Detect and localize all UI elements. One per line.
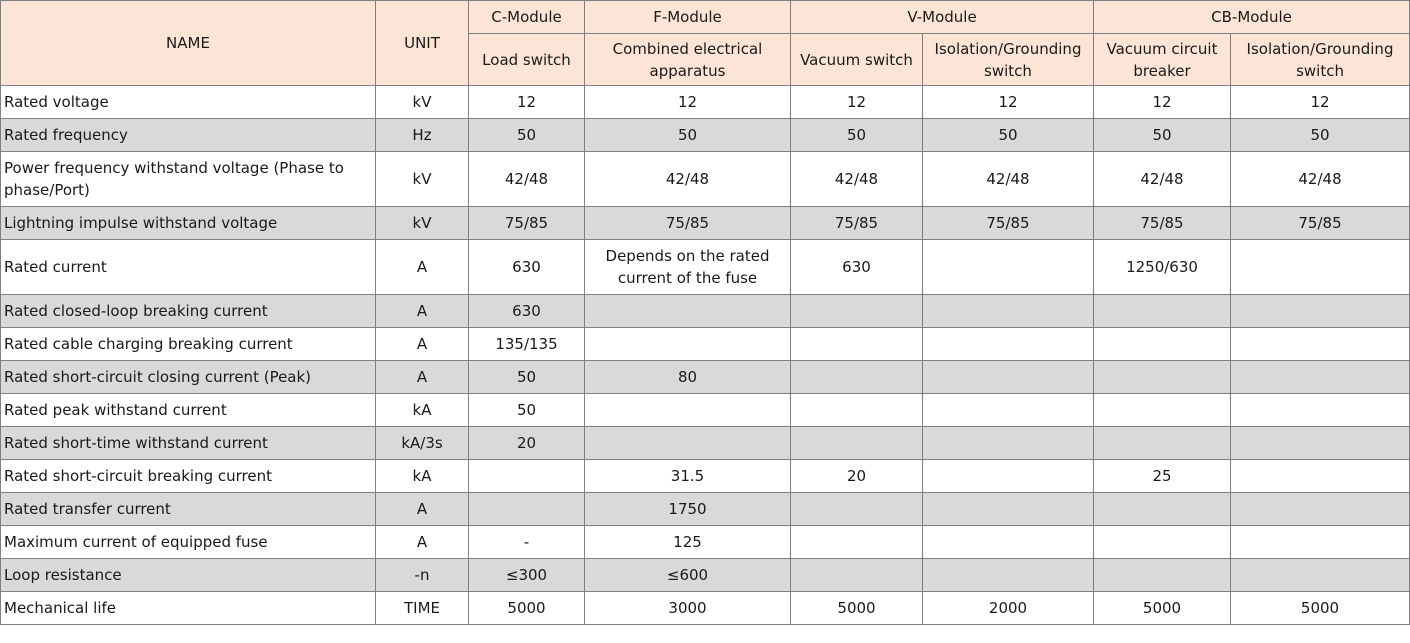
row-value: 12 (469, 86, 585, 119)
row-unit: A (376, 240, 469, 295)
row-value (791, 328, 923, 361)
table-row (1, 460, 1410, 493)
row-value: 75/85 (585, 207, 791, 240)
row-value (791, 427, 923, 460)
row-value: 630 (469, 295, 585, 328)
row-name: Mechanical life (1, 592, 376, 625)
row-value: 5000 (1094, 592, 1231, 625)
row-value (791, 559, 923, 592)
row-value: Depends on the rated current of the fuse (585, 240, 791, 295)
row-value: 42/48 (1094, 152, 1231, 207)
row-unit: Hz (376, 119, 469, 152)
table-row (1, 295, 1410, 328)
row-value: 50 (923, 119, 1094, 152)
row-value: ≤600 (585, 559, 791, 592)
row-value: 5000 (1231, 592, 1410, 625)
row-value: 50 (585, 119, 791, 152)
row-value: 42/48 (923, 152, 1094, 207)
table-row (1, 119, 1410, 152)
row-value: ≤300 (469, 559, 585, 592)
row-value: 630 (469, 240, 585, 295)
row-value (585, 295, 791, 328)
row-value (1231, 559, 1410, 592)
row-value: 25 (1094, 460, 1231, 493)
row-name: Lightning impulse withstand voltage (1, 207, 376, 240)
row-value: 630 (791, 240, 923, 295)
row-value: 12 (1231, 86, 1410, 119)
subheader-vacuum-breaker: Vacuum circuit breaker (1094, 34, 1231, 86)
row-name: Maximum current of equipped fuse (1, 526, 376, 559)
header-module-c: C-Module (469, 1, 585, 34)
row-value (585, 394, 791, 427)
subheader-combined-apparatus: Combined electrical apparatus (585, 34, 791, 86)
row-value: 75/85 (469, 207, 585, 240)
row-value (791, 394, 923, 427)
row-name: Rated frequency (1, 119, 376, 152)
row-value (791, 493, 923, 526)
subheader-vacuum-switch: Vacuum switch (791, 34, 923, 86)
row-value: - (469, 526, 585, 559)
header-module-v: V-Module (791, 1, 1094, 34)
row-value (923, 559, 1094, 592)
row-value (1231, 394, 1410, 427)
row-value (923, 328, 1094, 361)
table-row (1, 361, 1410, 394)
row-value (1094, 559, 1231, 592)
row-value: 5000 (469, 592, 585, 625)
row-value: 75/85 (791, 207, 923, 240)
row-value (1094, 493, 1231, 526)
row-unit: kV (376, 207, 469, 240)
row-value (1094, 295, 1231, 328)
row-unit: A (376, 328, 469, 361)
row-value (469, 493, 585, 526)
row-value: 75/85 (923, 207, 1094, 240)
row-value: 5000 (791, 592, 923, 625)
row-value (923, 240, 1094, 295)
subheader-isolation-switch-v: Isolation/Grounding switch (923, 34, 1094, 86)
row-value: 80 (585, 361, 791, 394)
subheader-load-switch: Load switch (469, 34, 585, 86)
row-value (791, 361, 923, 394)
row-value: 12 (1094, 86, 1231, 119)
row-value (1231, 460, 1410, 493)
row-value: 12 (791, 86, 923, 119)
row-unit: kA (376, 394, 469, 427)
row-unit: TIME (376, 592, 469, 625)
row-value (1094, 361, 1231, 394)
row-name: Rated short-circuit breaking current (1, 460, 376, 493)
row-unit: A (376, 493, 469, 526)
row-value: 42/48 (1231, 152, 1410, 207)
table-row (1, 394, 1410, 427)
row-name: Rated cable charging breaking current (1, 328, 376, 361)
row-value: 31.5 (585, 460, 791, 493)
row-name: Power frequency withstand voltage (Phase to phase/Port) (1, 152, 376, 207)
table-row (1, 152, 1410, 207)
row-value: 2000 (923, 592, 1094, 625)
table-row (1, 328, 1410, 361)
row-unit: kA/3s (376, 427, 469, 460)
row-name: Rated peak withstand current (1, 394, 376, 427)
row-value: 75/85 (1094, 207, 1231, 240)
row-unit: A (376, 295, 469, 328)
row-value (923, 295, 1094, 328)
row-value (1094, 394, 1231, 427)
row-value: 50 (1094, 119, 1231, 152)
row-value: 50 (791, 119, 923, 152)
row-value (1231, 361, 1410, 394)
row-name: Rated transfer current (1, 493, 376, 526)
row-value: 50 (1231, 119, 1410, 152)
row-name: Loop resistance (1, 559, 376, 592)
row-value (585, 427, 791, 460)
table-row (1, 240, 1410, 295)
table-row (1, 592, 1410, 625)
row-value (923, 394, 1094, 427)
row-value (1231, 526, 1410, 559)
row-value (469, 460, 585, 493)
row-value: 50 (469, 361, 585, 394)
row-value (1094, 328, 1231, 361)
row-unit: A (376, 526, 469, 559)
row-value (1231, 295, 1410, 328)
row-value (1231, 240, 1410, 295)
row-name: Rated voltage (1, 86, 376, 119)
table-row (1, 493, 1410, 526)
row-value: 1750 (585, 493, 791, 526)
row-value: 20 (791, 460, 923, 493)
row-value (923, 460, 1094, 493)
row-value (585, 328, 791, 361)
row-name: Rated short-circuit closing current (Peak) (1, 361, 376, 394)
row-value: 75/85 (1231, 207, 1410, 240)
header-module-f: F-Module (585, 1, 791, 34)
row-value: 42/48 (791, 152, 923, 207)
spec-table-body (1, 86, 1410, 625)
row-unit: kV (376, 86, 469, 119)
row-value: 42/48 (585, 152, 791, 207)
row-value (923, 526, 1094, 559)
row-value: 50 (469, 119, 585, 152)
header-module-cb: CB-Module (1094, 1, 1410, 34)
row-value (791, 526, 923, 559)
row-value (1231, 493, 1410, 526)
row-value (923, 427, 1094, 460)
row-value (923, 493, 1094, 526)
table-row (1, 559, 1410, 592)
row-value: 42/48 (469, 152, 585, 207)
row-name: Rated short-time withstand current (1, 427, 376, 460)
header-row-modules (1, 1, 1410, 34)
row-value: 3000 (585, 592, 791, 625)
row-value: 135/135 (469, 328, 585, 361)
row-value: 12 (923, 86, 1094, 119)
row-value (923, 361, 1094, 394)
row-unit: kA (376, 460, 469, 493)
table-row (1, 86, 1410, 119)
row-value (1231, 328, 1410, 361)
row-value (1094, 526, 1231, 559)
row-unit: kV (376, 152, 469, 207)
row-value (791, 295, 923, 328)
row-value: 20 (469, 427, 585, 460)
table-row (1, 207, 1410, 240)
row-value: 125 (585, 526, 791, 559)
header-unit: UNIT (376, 1, 469, 86)
row-name: Rated closed-loop breaking current (1, 295, 376, 328)
row-value (1231, 427, 1410, 460)
row-value (1094, 427, 1231, 460)
row-unit: A (376, 361, 469, 394)
header-name: NAME (1, 1, 376, 86)
row-unit: -n (376, 559, 469, 592)
row-value: 1250/630 (1094, 240, 1231, 295)
row-value: 50 (469, 394, 585, 427)
row-name: Rated current (1, 240, 376, 295)
subheader-isolation-switch-cb: Isolation/Grounding switch (1231, 34, 1410, 86)
table-row (1, 526, 1410, 559)
row-value: 12 (585, 86, 791, 119)
table-row (1, 427, 1410, 460)
